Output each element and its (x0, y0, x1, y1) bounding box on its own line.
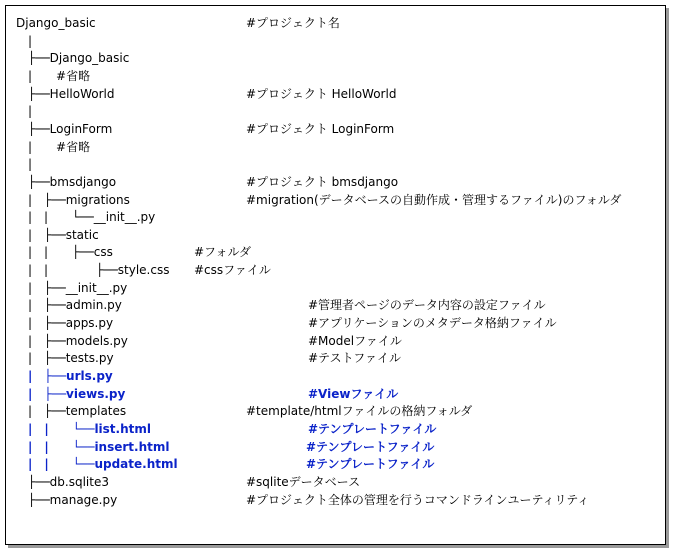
tree-entry: | (16, 157, 33, 172)
tree-line (6, 86, 665, 102)
tree-line (6, 421, 665, 437)
tree-line (6, 368, 665, 384)
tree-comment: #template/htmlファイルの格納フォルダ (246, 404, 473, 419)
tree-entry: | | ├──style.css (16, 263, 170, 278)
tree-line (6, 156, 665, 172)
tree-entry: | ├──views.py (16, 386, 126, 401)
tree-entry: | ├──migrations (16, 192, 130, 207)
tree-entry: ├──Django_basic (16, 51, 130, 66)
tree-entry: | #省略 (16, 68, 91, 83)
tree-line (6, 456, 665, 472)
tree-comment: #プロジェクト名 (246, 16, 340, 30)
tree-comment: #Modelファイル (308, 333, 402, 348)
tree-entry: | | └──__init__.py (16, 210, 156, 225)
tree-line (6, 262, 665, 278)
tree-line (6, 492, 665, 508)
tree-entry: | | └──insert.html (16, 439, 170, 454)
tree-line (6, 297, 665, 313)
tree-line (6, 333, 665, 349)
tree-entry: ├──bmsdjango (16, 174, 117, 189)
tree-line (6, 121, 665, 137)
tree-comment: #Viewファイル (308, 386, 399, 401)
tree-comment: #テンプレートファイル (306, 457, 435, 472)
tree-entry: | | └──update.html (16, 457, 178, 472)
tree-comment: #アプリケーションのメタデータ格納ファイル (308, 316, 557, 331)
tree-comment: #テンプレートファイル (308, 421, 437, 436)
tree-comment: #migration(データベースの自動作成・管理するファイル)のフォルダ (246, 192, 622, 207)
directory-tree-panel (5, 5, 666, 545)
tree-line (6, 139, 665, 155)
tree-line (6, 386, 665, 402)
tree-entry: | ├──tests.py (16, 351, 114, 366)
tree-entry: | ├──__init__.py (16, 280, 128, 295)
tree-entry: Django_basic (16, 16, 96, 30)
tree-line (6, 280, 665, 296)
tree-entry: | ├──models.py (16, 333, 128, 348)
tree-entry: ├──HelloWorld (16, 86, 115, 101)
tree-line (6, 244, 665, 260)
tree-line (6, 439, 665, 455)
tree-entry: | (16, 104, 33, 119)
tree-entry: | ├──templates (16, 404, 127, 419)
tree-entry: | (16, 33, 33, 48)
tree-entry: | ├──static (16, 227, 99, 242)
tree-line (6, 174, 665, 190)
tree-line (6, 103, 665, 119)
tree-comment: #フォルダ (194, 245, 251, 260)
tree-line (6, 403, 665, 419)
tree-comment: #プロジェクト bmsdjango (246, 174, 399, 189)
tree-entry: ├──db.sqlite3 (16, 474, 109, 489)
tree-line (6, 227, 665, 243)
tree-entry: | #省略 (16, 139, 91, 154)
tree-entry: ├──LoginForm (16, 121, 113, 136)
tree-entry: | ├──apps.py (16, 316, 114, 331)
tree-line (6, 33, 665, 49)
tree-entry: | ├──urls.py (16, 369, 113, 383)
tree-line (6, 50, 665, 66)
tree-line (6, 209, 665, 225)
tree-comment: #管理者ページのデータ内容の設定ファイル (308, 298, 546, 313)
tree-entry: | | └──list.html (16, 421, 152, 436)
tree-line (6, 350, 665, 366)
tree-line (6, 192, 665, 208)
tree-comment: #プロジェクト HelloWorld (246, 86, 397, 101)
tree-line (6, 15, 665, 31)
tree-entry: | | ├──css (16, 245, 113, 260)
tree-entry: | ├──admin.py (16, 298, 122, 313)
tree-line (6, 315, 665, 331)
tree-entry: ├──manage.py (16, 492, 118, 507)
tree-comment: #テストファイル (308, 351, 401, 366)
tree-comment: #cssファイル (194, 263, 271, 278)
tree-line (6, 68, 665, 84)
tree-line (6, 474, 665, 490)
tree-comment: #テンプレートファイル (306, 439, 435, 454)
tree-comment: #sqliteデータベース (246, 474, 361, 489)
tree-comment: #プロジェクト LoginForm (246, 121, 395, 136)
tree-comment: #プロジェクト全体の管理を行うコマンドラインユーティリティ (246, 492, 590, 507)
